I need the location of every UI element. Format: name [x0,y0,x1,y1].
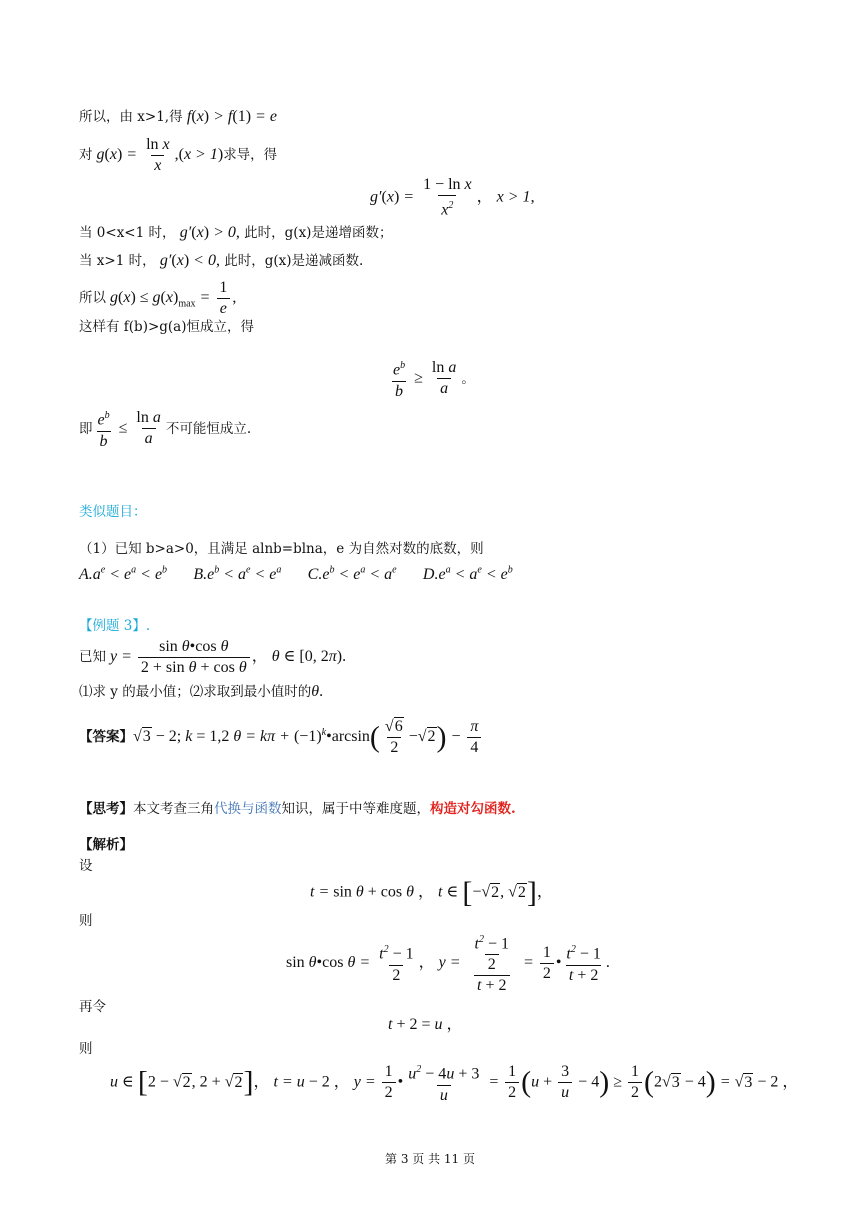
text-line-9 [79,406,251,452]
answer-label: 【答案】 [79,729,133,745]
given-text: 已知 [79,649,106,665]
math-u-range: u ∈ [2 − √2, 2 + √2]， t = u − 2 ， y = $\frac{1}{2}$ • $\frac{u^2 - 4u + 3}{u}$ = $\frac{1}{2}$ (u + $\frac{3}{u}$ − 4) ≥ $\frac{1}{2}$ (2√3 − 4) = √3 − 2 ， [110,1063,799,1104]
text-line-4 [79,224,392,242]
then-text-2: 则 [79,1041,93,1057]
example-heading: 【例题 3】. [79,618,151,634]
page-footer: 第 3 页 共 11 页 [385,1152,475,1166]
math-g-def: g(x) = $\frac{\text{ln x}}{x}$ ,(x > 1) [92,135,224,174]
line-7-text: 这样有 f(b)>g(a)恒成立，得 [79,319,254,335]
example-given [79,634,346,680]
math-y-def: y = $\frac{\text{sin θ•cos θ}}{\text{2 + sin θ + cos θ}}$ ， θ ∈ [0, 2π). [106,637,347,676]
analysis-label: 【解析】 [79,837,133,853]
text-line-7 [79,318,254,336]
text-line-2 [79,133,277,177]
line-5-text-b: 此时，g(x)是递减函数. [224,253,364,269]
math-u-def: t + 2 = u ， [388,1016,463,1033]
line-9-text-b: 不可能恒成立. [165,421,252,437]
line-1-text: 所以，由 x>1,得 [79,109,183,125]
think-text-2: 知识，属于中等难度题， [281,801,430,817]
math-theta: θ. [311,683,324,700]
answer-line [79,712,483,762]
math-t-def: t = sin θ + cos θ ， t ∈ [−√2, √2]， [310,876,553,909]
text-line-1 [79,108,277,126]
line-2-text-a: 对 [79,147,93,163]
math-eb-ineq: $\frac{e^b}{b}$ ≥ $\frac{\text{ln a}}{a}$ [393,359,457,400]
questions-text: ⑴求 y 的最小值；⑵求取到最小值时的 [79,684,312,700]
line-8-end: 。 [461,371,475,387]
math-g-prime-pos: g′(x) > 0, [179,224,240,241]
think-emphasis: 构造对勾函数. [430,801,516,817]
inequality-display [388,356,475,402]
then-text-1: 则 [79,913,93,929]
u-definition [388,1016,463,1034]
example-questions [79,683,323,701]
line-5-text: 当 x>1 时， [79,253,156,269]
option-b: $B.e^b < a^e < e^a$ [193,565,282,584]
u-range-formula [110,1058,798,1108]
think-link: 代换与函数 [214,801,282,817]
think-text: 本文考查三角 [133,801,214,817]
think-line [79,800,516,818]
think-label: 【思考】 [79,801,133,817]
text-line-5 [79,252,363,270]
let-text: 设 [79,858,93,874]
option-d: $D.e^a < a^e < e^b$ [422,565,513,584]
similar-options [79,562,513,584]
derivative-formula [370,175,535,221]
math-f-inequality: f(x) > f(1) = e [186,108,277,125]
math-eb-le: $\frac{e^b}{b}$ ≤ $\frac{\text{ln a}}{a}$ [97,409,161,450]
line-4-text: 当 0<x<1 时， [79,225,176,241]
math-answer: √3 − 2; k = 1,2 $\theta = k\pi + (-1)^k•\arcsin$( $\frac{√6}{2}$ −√2) − $\frac{\pi}{4}$ [133,717,483,758]
math-y-in-t: sin θ•cos θ = $\frac{t^2 - 1}{2}$ ， y = $\frac{\frac{t^2 - 1}{2}}{t + 2}$ = $\frac{1}{2}$ • $\frac{t^2 - 1}{t + 2}$ . [286,933,610,995]
math-g-prime-neg: g′(x) < 0, [159,252,220,269]
text-line-6 [79,276,236,320]
line-9-text-a: 即 [79,421,93,437]
option-c: $C.e^b < e^a < a^e$ [307,565,397,584]
math-g-max: $g(x) \le g(x)_{max}$ = $\frac{1}{e}$ , [106,278,237,317]
similar-heading: 类似题目： [79,504,147,520]
line-2-text-b: 求导，得 [223,147,278,163]
t-definition [310,875,553,911]
y-in-t [286,930,610,996]
similar-problem: （1）已知 b>a>0，且满足 alnb=blna，e 为自然对数的底数，则 [79,541,484,557]
line-6-text: 所以 [79,290,106,306]
option-a: $A.a^e < e^a < e^b$ [79,565,168,584]
math-g-prime: g′(x) = $\frac{\text{1 − ln x}}{x^2}$ ， x > 1, [370,176,535,219]
line-4-text-b: 此时，g(x)是递增函数； [244,225,393,241]
relet-text: 再令 [79,999,106,1015]
